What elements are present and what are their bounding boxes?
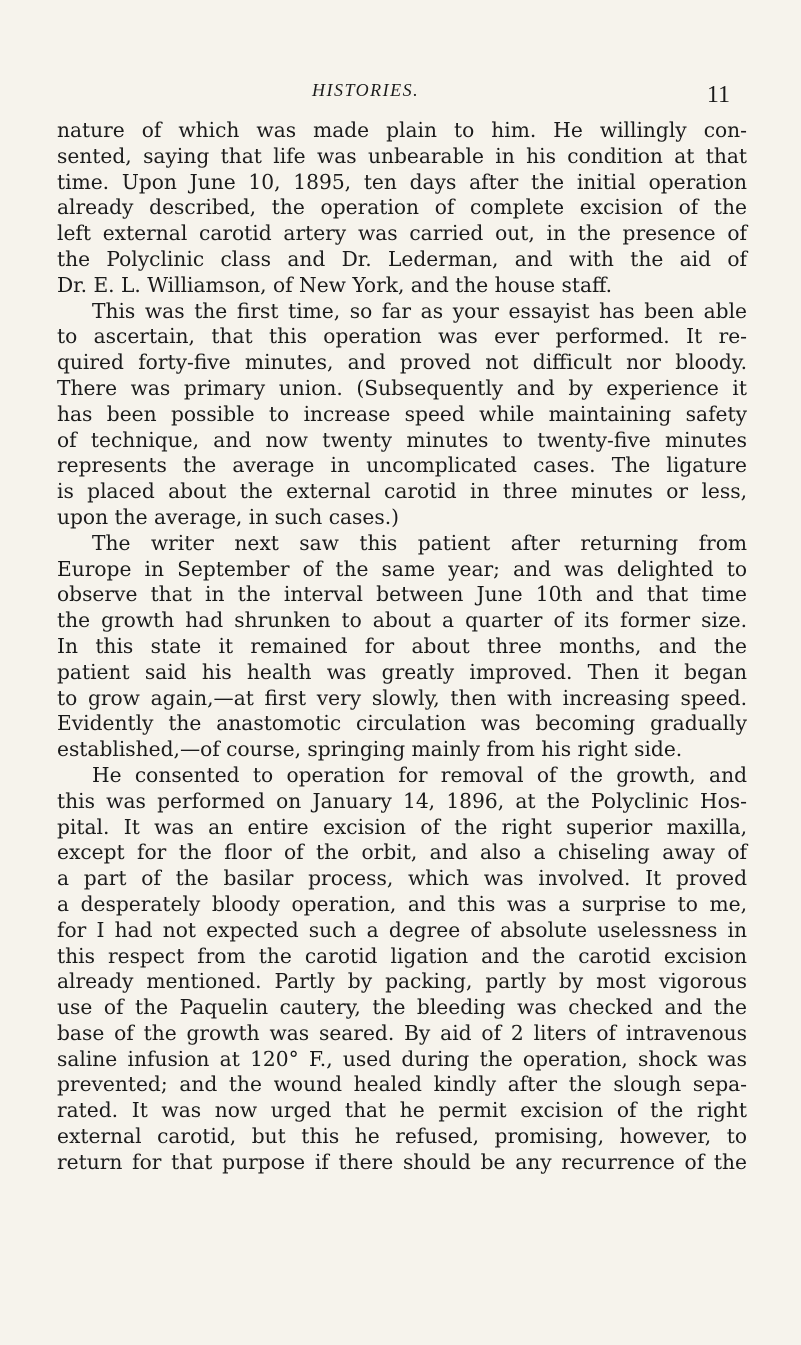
text-line: already mentioned. Partly by packing, partly by most vigorous xyxy=(57,969,747,994)
text-line: saline infusion at 120° F., used during the operation, shock was xyxy=(57,1046,747,1071)
text-line: Dr. E. L. Williamson, of New York, and the house staff. xyxy=(57,272,613,297)
text-line: This was the first time, so far as your essayist has been able xyxy=(92,298,747,323)
text-line: return for that purpose if there should be any recurrence of the xyxy=(57,1149,747,1174)
text-line: the Polyclinic class and Dr. Lederman, and with the aid of xyxy=(57,246,747,271)
text-line: time. Upon June 10, 1895, ten days after the initial operation xyxy=(57,169,747,194)
text-line: a part of the basilar process, which was involved. It proved xyxy=(57,866,747,891)
text-line: In this state it remained for about three months, and the xyxy=(57,633,747,658)
text-line: patient said his health was greatly improved. Then it began xyxy=(57,659,747,684)
text-line: to ascertain, that this operation was ever performed. It re- xyxy=(57,324,747,349)
text-line: is placed about the external carotid in three minutes or less, xyxy=(57,479,747,504)
text-line: already described, the operation of complete excision of the xyxy=(57,195,747,220)
text-line: to grow again,—at first very slowly, then with increasing speed. xyxy=(57,685,747,710)
text-line: nature of which was made plain to him. He willingly con- xyxy=(57,118,747,142)
text-line: established,—of course, springing mainly from his right side. xyxy=(57,737,683,762)
text-line: for I had not expected such a degree of absolute uselessness in xyxy=(57,917,747,942)
text-line: rated. It was now urged that he permit excision of the right xyxy=(57,1098,747,1123)
page-number: 11 xyxy=(706,82,730,108)
text-line: sented, saying that life was unbearable in his condition at that xyxy=(57,143,747,168)
text-line: except for the floor of the orbit, and also a chiseling away of xyxy=(57,840,747,865)
text-line: external carotid, but this he refused, promising, however, to xyxy=(57,1124,747,1149)
text-line: a desperately bloody operation, and this was a surprise to me, xyxy=(57,891,747,916)
text-line: use of the Paquelin cautery, the bleeding was checked and the xyxy=(57,995,747,1020)
body-text xyxy=(57,118,747,1176)
text-line: prevented; and the wound healed kindly after the slough sepa- xyxy=(57,1072,747,1097)
text-line: this respect from the carotid ligation and the carotid excision xyxy=(57,943,747,968)
text-line: of technique, and now twenty minutes to twenty-five minutes xyxy=(57,427,747,452)
text-line: The writer next saw this patient after returning from xyxy=(92,530,747,555)
text-line: He consented to operation for removal of the growth, and xyxy=(92,762,747,787)
text-line: Europe in September of the same year; and was delighted to xyxy=(57,556,747,581)
text-line: observe that in the interval between June 10th and that time xyxy=(57,582,747,607)
text-line: the growth had shrunken to about a quarter of its former size. xyxy=(57,608,747,633)
text-line: upon the average, in such cases.) xyxy=(57,504,400,529)
text-line: There was primary union. (Subsequently and by experience it xyxy=(57,375,747,400)
text-line: quired forty-five minutes, and proved not difficult nor bloody. xyxy=(57,350,747,375)
text-line: represents the average in uncomplicated cases. The ligature xyxy=(57,453,747,478)
text-line: base of the growth was seared. By aid of 2 liters of intravenous xyxy=(57,1020,747,1045)
text-line: pital. It was an entire excision of the right superior maxilla, xyxy=(57,814,747,839)
text-line: Evidently the anastomotic circulation was becoming gradually xyxy=(57,711,747,736)
running-title: HISTORIES. xyxy=(312,80,420,100)
text-line: left external carotid artery was carried out, in the presence of xyxy=(57,221,747,246)
text-line: this was performed on January 14, 1896, at the Polyclinic Hos- xyxy=(57,788,747,813)
text-line: has been possible to increase speed while maintaining safety xyxy=(57,401,747,426)
running-head xyxy=(100,80,730,106)
